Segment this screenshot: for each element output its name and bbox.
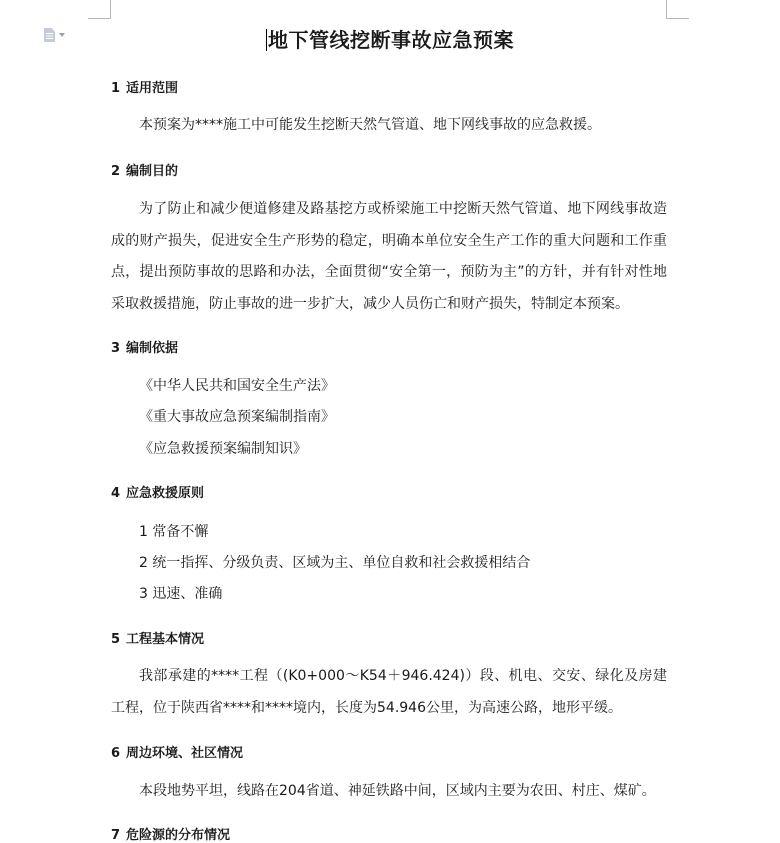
section-heading [111,160,178,179]
section-heading [111,77,178,96]
section-heading [111,337,178,356]
text-cursor [266,29,267,51]
list-item: 3 迅速、准确 [139,586,223,602]
section-title: 应急救援原则 [126,486,205,501]
page-corner-mark-top-right [666,0,689,19]
section-number: 2 [111,164,121,179]
section-paragraph: 本预案为****施工中可能发生挖断天然气管道、地下网线事故的应急救援。 [139,117,601,133]
section-title: 适用范围 [126,81,179,96]
list-item: 《应急救援预案编制知识》 [139,441,307,457]
section-number: 3 [111,341,121,356]
section-title: 编制目的 [126,164,179,179]
section-heading [111,824,230,843]
section-title: 危险源的分布情况 [126,828,231,843]
section-paragraph: 本段地势平坦，线路在204省道、神延铁路中间，区域内主要为农田、村庄、煤矿。 [139,783,656,799]
section-title: 工程基本情况 [126,632,205,647]
section-heading [111,742,243,761]
section-heading [111,628,204,647]
section-number: 7 [111,828,121,843]
section-heading [111,482,204,501]
document-title[interactable]: 地下管线挖断事故应急预案 [268,28,514,52]
list-item: 《重大事故应急预案编制指南》 [139,409,335,425]
page-corner-mark-top-left [88,0,111,19]
list-item: 《中华人民共和国安全生产法》 [139,378,335,394]
list-item: 1 常备不懈 [139,524,209,540]
section-number: 1 [111,81,121,96]
section-number: 5 [111,632,121,647]
section-title: 编制依据 [126,341,179,356]
section-number: 6 [111,746,121,761]
section-title: 周边环境、社区情况 [126,746,244,761]
section-paragraph: 为了防止和减少便道修建及路基挖方或桥梁施工中挖断天然气管道、地下网线事故造成的财产损失，促进安全生产形势的稳定，明确本单位安全生产工作的重大问题和工作重点，提出预防事故的思路和办法，全面贯彻“安全第一，预防为主”的方针，并有针对性地采取救援措施，防止事故的进一步扩大，减少人员伤亡和财产损失，特制定本预案。 [111,201,667,312]
section-number: 4 [111,486,121,501]
list-item: 2 统一指挥、分级负责、区域为主、单位自救和社会救援相结合 [139,555,531,571]
section-paragraph: 我部承建的****工程（(K0+000～K54＋946.424)）段、机电、交安、绿化及房建工程，位于陕西省****和****境内，长度为54.946公里，为高速公路，地形平缓。 [111,668,667,716]
